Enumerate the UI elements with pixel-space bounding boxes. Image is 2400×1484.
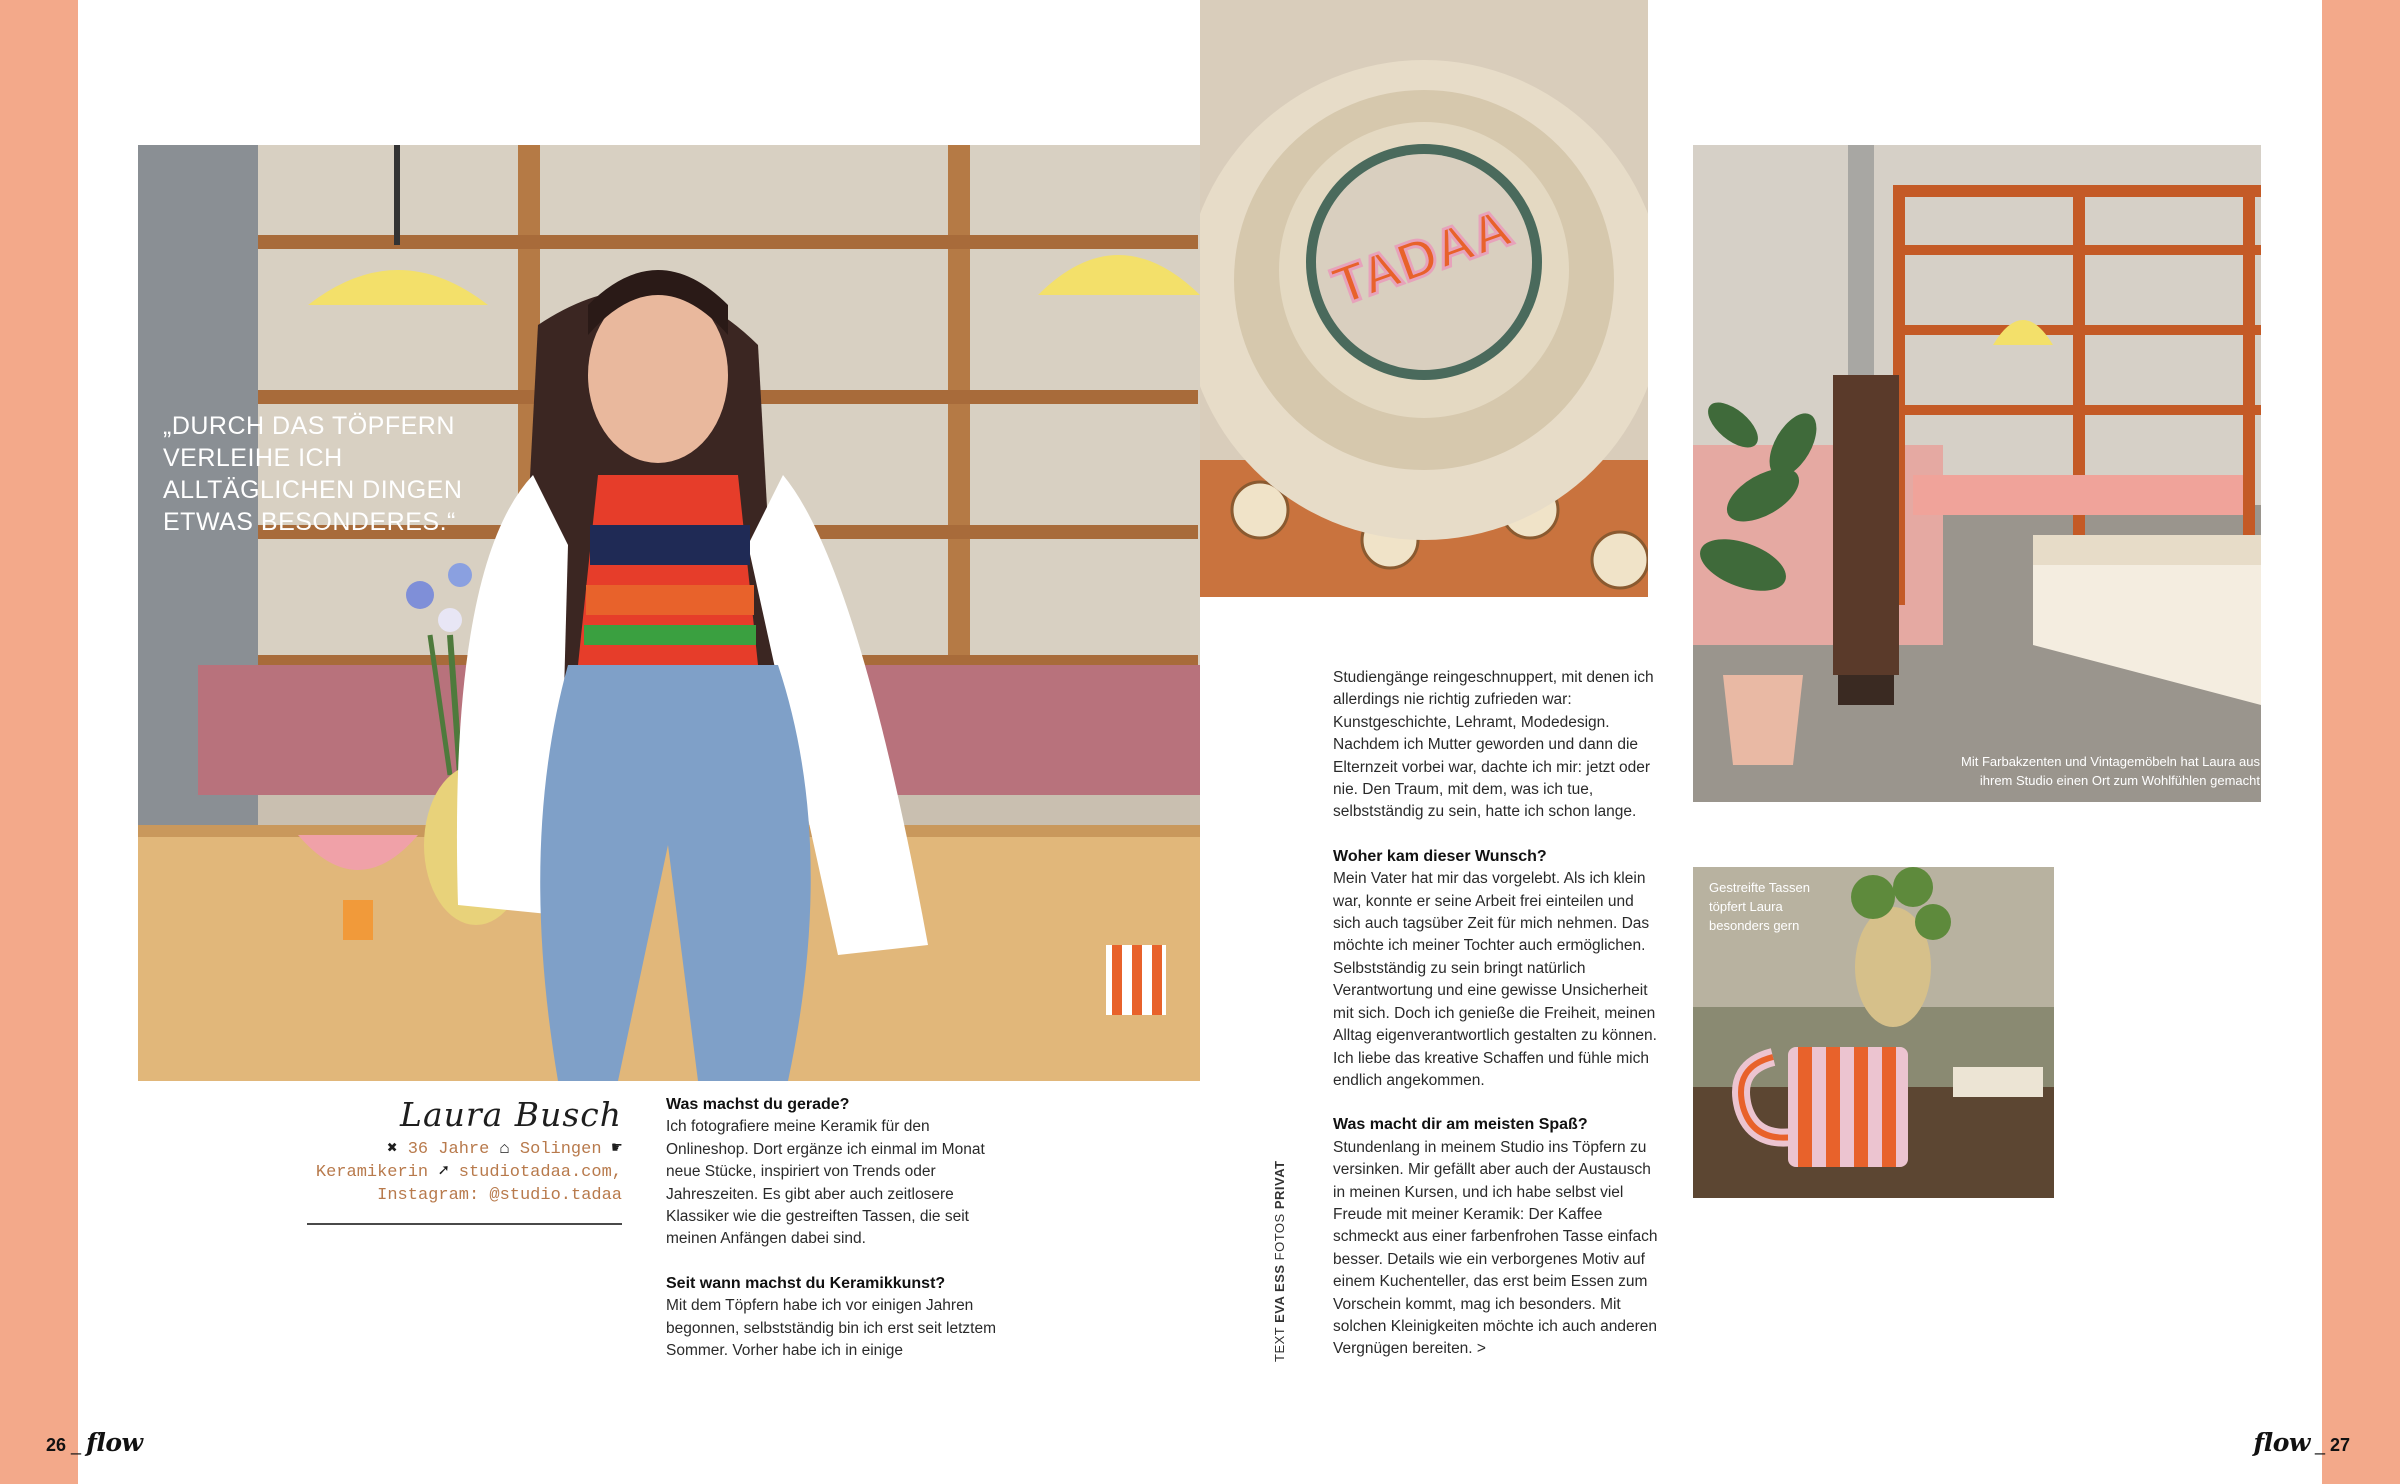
profile-block (300, 1092, 622, 1207)
profile-line-2 (300, 1161, 622, 1184)
kiln-letters: TADAA (1325, 197, 1520, 318)
question-heading: Woher kam dieser Wunsch? (1333, 847, 1547, 865)
page-number: 27 (2329, 1435, 2350, 1455)
magazine-logo: flow (86, 1428, 143, 1457)
answer-paragraph: Mit dem Töpfern habe ich vor einigen Jahren begonnen, selbstständig bin ich erst seit letztem Sommer. Vorher habe ich in einige (666, 1297, 996, 1360)
right-text-column (1333, 667, 1663, 1383)
house-icon: ⌂ (499, 1140, 510, 1159)
profile-age: 36 Jahre (407, 1140, 490, 1159)
magazine-logo: flow (2253, 1428, 2310, 1457)
profile-name: Laura Busch (400, 1095, 622, 1134)
answer-paragraph: Mein Vater hat mir das vorgelebt. Als ich klein war, konnte er seine Arbeit frei einteilen und sich auch tagsüber Zeit für mich nehmen. Das möchte ich meiner Tochter auch ermöglichen. Selbstständig zu sein bringt natürlich Verantwortung und eine gewisse Unsicherheit mit sich. Doch ich genieße die Freiheit, meinen Alltag eigenverantwortlich gestalten zu können. Ich liebe das kreative Schaffen und fühle mich endlich angekommen. (1333, 870, 1657, 1089)
profile-job: Keramikerin (315, 1163, 429, 1182)
folio-right: flow _ 27 (2253, 1428, 2350, 1457)
pull-quote: „DURCH DAS TÖPFERN VERLEIHE ICH ALLTÄGLICHEN DINGEN ETWAS BESONDERES.“ (163, 412, 463, 536)
page-number: 26 (46, 1435, 67, 1455)
profile-website: studiotadaa.com, (458, 1163, 622, 1182)
question-heading: Was macht dir am meisten Spaß? (1333, 1116, 1588, 1134)
mug-photo-caption: Gestreifte Tassen töpfert Laura besonders gern (1709, 880, 1810, 933)
cross-icon: ✖ (387, 1140, 398, 1159)
photo-credits: TEXT EVA ESS FOTOS PRIVAT (1272, 1160, 1287, 1362)
profile-line-1 (300, 1138, 622, 1161)
left-text-column (666, 1094, 996, 1384)
studio-photo (1693, 145, 2261, 802)
portrait-photo (138, 145, 1200, 1081)
kiln-photo (1200, 0, 1648, 597)
pointing-hand-icon: ☛ (611, 1140, 622, 1159)
profile-instagram: Instagram: @studio.tadaa (377, 1186, 622, 1205)
studio-photo-caption: Mit Farbakzenten und Vintagemöbeln hat Laura aus ihrem Studio einen Ort zum Wohlfühlen gemacht (1961, 754, 2260, 788)
question-heading: Was machst du gerade? (666, 1096, 850, 1113)
answer-paragraph: Stundenlang in meinem Studio ins Töpfern zu versinken. Mir gefällt aber auch der Austausch in meinen Kursen, und ich habe selbst viel Freude mit meiner Keramik: Der Kaffee schmeckt aus einer farbenfrohen Tasse einfach besser. Details wie ein verborgenes Motiv auf einem Kuchenteller, das erst beim Essen zum Vorschein kommt, mag ich besonders. Mit solchen Kleinigkeiten möchte ich auch anderen Vergnügen bereiten. > (1333, 1138, 1658, 1358)
profile-divider (307, 1223, 622, 1225)
folio-left: 26 _ flow (46, 1428, 143, 1457)
profile-city: Solingen (519, 1140, 602, 1159)
answer-paragraph: Ich fotografiere meine Keramik für den Onlineshop. Dort ergänze ich einmal im Monat neue Stücke, inspiriert von Trends oder Jahreszeiten. Es gibt aber auch zeitlosere Klassiker wie die gestreiften Tassen, die seit meinen Anfängen dabei sind. (666, 1118, 985, 1248)
question-heading: Seit wann machst du Keramikkunst? (666, 1274, 946, 1292)
answer-paragraph: Studiengänge reingeschnuppert, mit denen ich allerdings nie richtig zufrieden war: Kunstgeschichte, Lehramt, Modedesign. Nachdem ich Mutter geworden und dann die Elternzeit vorbei war, dachte ich mir: jetzt oder nie. Den Traum, mit dem, was ich tue, selbstständig zu sein, hatte ich schon lange. (1333, 669, 1654, 821)
cursor-icon: ➚ (438, 1163, 449, 1182)
